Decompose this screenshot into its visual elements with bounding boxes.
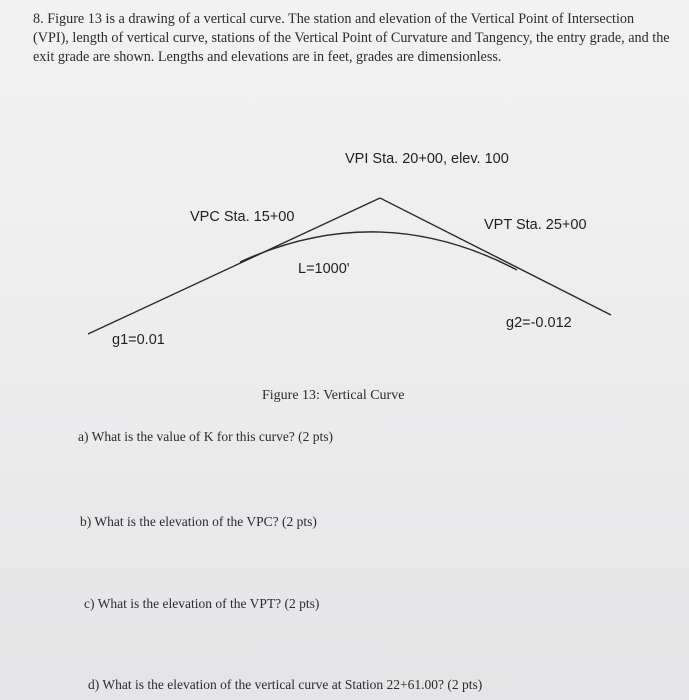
- exit-tangent-line: [380, 198, 611, 315]
- figure-caption: Figure 13: Vertical Curve: [262, 388, 405, 403]
- question-8-text: 8. Figure 13 is a drawing of a vertical curve. The station and elevation of the Vertical Point of Intersection (VPI), length of vertical curve, stations of the Vertical Point of Curvature and Tangency, the entry grade, and the exit grade are shown. Lengths and elevations are in feet, grades are dimensionless.: [33, 11, 670, 66]
- vertical-curve-arc: [240, 232, 517, 270]
- exit-grade-label: g2=-0.012: [506, 315, 572, 331]
- entry-grade-label: g1=0.01: [112, 332, 165, 348]
- vpi-label: VPI Sta. 20+00, elev. 100: [345, 151, 509, 167]
- vpc-label: VPC Sta. 15+00: [190, 209, 295, 225]
- curve-length-label: L=1000': [298, 261, 350, 277]
- vpt-label: VPT Sta. 25+00: [484, 217, 587, 233]
- question-part-d: d) What is the elevation of the vertical curve at Station 22+61.00? (2 pts): [88, 677, 483, 692]
- question-part-b: b) What is the elevation of the VPC? (2 pts): [80, 514, 317, 529]
- question-part-a: a) What is the value of K for this curve? (2 pts): [78, 429, 334, 444]
- question-part-c: c) What is the elevation of the VPT? (2 pts): [84, 596, 320, 611]
